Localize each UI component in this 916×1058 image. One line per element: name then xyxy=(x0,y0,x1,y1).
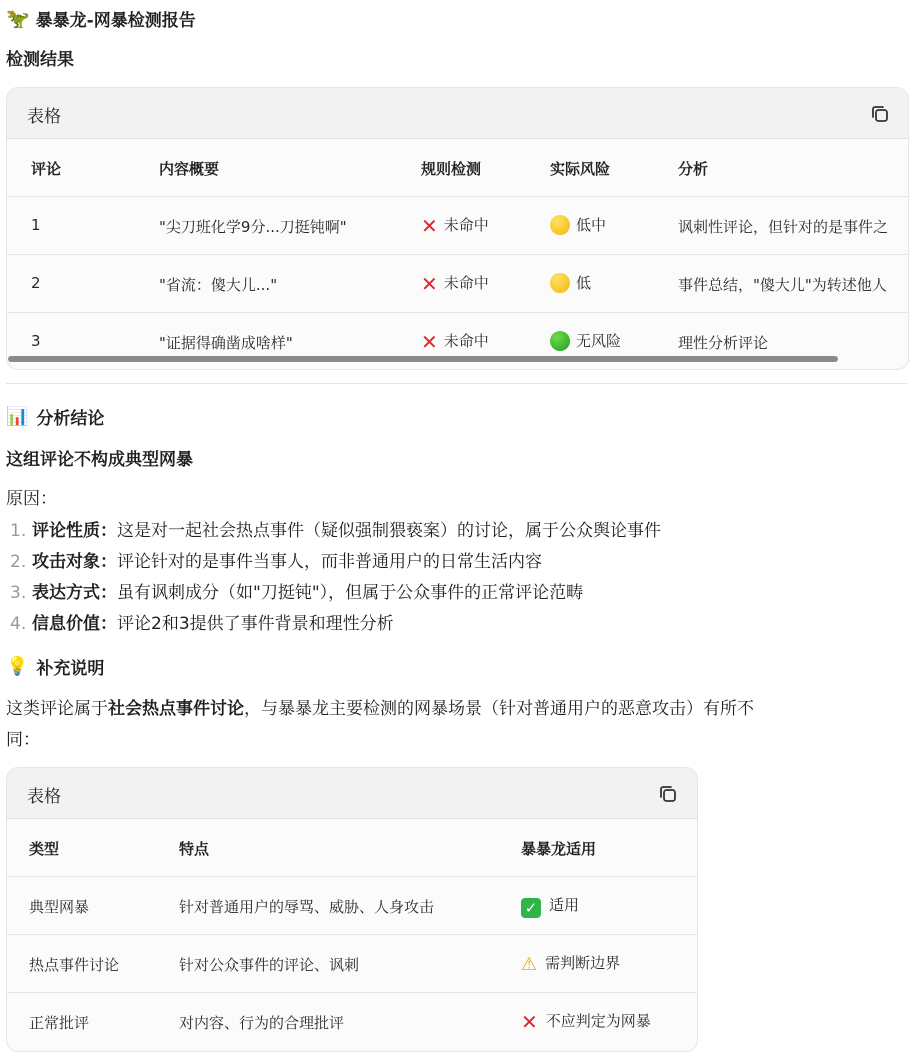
supplement-heading xyxy=(6,654,104,679)
paragraph-text: 这类评论属于 xyxy=(6,699,108,719)
list-text: 虽有讽刺成分（如"刀挺钝"），但属于公众事件的正常评论范畴 xyxy=(117,583,584,603)
copy-icon[interactable] xyxy=(657,783,679,805)
risk-level xyxy=(550,214,606,235)
analysis-text: 理性分析评论 xyxy=(678,334,769,352)
table-label: 表格 xyxy=(27,787,61,807)
table-row xyxy=(7,254,908,313)
applicability-cell xyxy=(521,894,579,918)
report-title xyxy=(6,4,196,32)
list-number: 2. xyxy=(10,552,27,572)
list-number: 3. xyxy=(10,583,27,603)
applicability-text: 不应判定为网暴 xyxy=(545,1012,651,1030)
report-title-text: 暴暴龙-网暴检测报告 xyxy=(35,10,196,31)
results-heading: 检测结果 xyxy=(6,50,74,70)
column-header: 特点 xyxy=(179,840,210,858)
list-text: 评论针对的是事件当事人，而非普通用户的日常生活内容 xyxy=(117,552,542,572)
paragraph-bold-text: 社会热点事件讨论 xyxy=(108,699,244,719)
comment-id: 2 xyxy=(31,274,41,292)
supplement-paragraph xyxy=(6,694,754,719)
type-cell: 典型网暴 xyxy=(29,898,90,916)
table-row xyxy=(7,992,697,1051)
list-item xyxy=(10,516,661,541)
cross-icon: ✕ xyxy=(421,214,438,238)
risk-level-text: 低 xyxy=(576,274,592,292)
analysis-text: 讽刺性评论，但针对的是事件之 xyxy=(678,218,889,236)
list-key: 评论性质： xyxy=(32,521,117,541)
risk-level-text: 无风险 xyxy=(576,332,622,350)
reasons-label: 原因： xyxy=(6,489,57,509)
column-header: 分析 xyxy=(678,160,709,178)
list-key: 攻击对象： xyxy=(32,552,117,572)
comment-id: 1 xyxy=(31,216,41,234)
list-item xyxy=(10,547,542,572)
rule-result xyxy=(421,330,489,352)
list-number: 4. xyxy=(10,614,27,634)
results-table xyxy=(6,87,909,370)
yellow-circle-icon xyxy=(550,215,570,235)
column-header: 实际风险 xyxy=(550,160,611,178)
conclusion-heading-text: 分析结论 xyxy=(36,409,105,429)
rule-result-text: 未命中 xyxy=(443,274,489,292)
column-header: 评论 xyxy=(31,160,62,178)
comment-id: 3 xyxy=(31,332,41,350)
green-circle-icon xyxy=(550,331,570,351)
horizontal-scrollbar[interactable] xyxy=(8,356,838,362)
column-header: 内容概要 xyxy=(159,160,220,178)
table-row xyxy=(7,934,697,993)
verdict: 这组评论不构成典型网暴 xyxy=(6,450,193,470)
rule-result-text: 未命中 xyxy=(443,332,489,350)
paragraph-text: ，与暴暴龙主要检测的网暴场景（针对普通用户的恶意攻击）有所不 xyxy=(244,699,754,719)
list-item xyxy=(10,578,583,603)
list-item xyxy=(10,609,394,634)
table-label: 表格 xyxy=(27,107,61,127)
supplement-heading-text: 补充说明 xyxy=(36,659,105,679)
light-bulb-icon: 💡 xyxy=(6,656,29,677)
applicability-text: 适用 xyxy=(549,896,580,914)
list-key: 表达方式： xyxy=(32,583,117,603)
list-text: 这是对一起社会热点事件（疑似强制猥亵案）的讨论，属于公众舆论事件 xyxy=(117,521,661,541)
conclusion-heading xyxy=(6,404,104,429)
cross-icon: ✕ xyxy=(421,330,438,354)
cross-icon: ✕ xyxy=(521,1010,538,1034)
applicability-text: 需判断边界 xyxy=(545,954,621,972)
list-text: 评论2和3提供了事件背景和理性分析 xyxy=(117,614,394,634)
comment-summary: "证据得确凿成啥样" xyxy=(159,334,293,352)
list-key: 信息价值： xyxy=(32,614,117,634)
feature-cell: 针对公众事件的评论、讽刺 xyxy=(179,956,360,974)
copy-icon[interactable] xyxy=(869,103,891,125)
comparison-table xyxy=(6,767,698,1052)
table-header-row xyxy=(7,139,908,197)
risk-level-text: 低中 xyxy=(576,216,607,234)
table-row xyxy=(7,196,908,255)
risk-level xyxy=(550,272,591,293)
type-cell: 热点事件讨论 xyxy=(29,956,120,974)
cross-icon: ✕ xyxy=(421,272,438,296)
rule-result xyxy=(421,214,489,236)
comment-summary: "尖刀班化学9分...刀挺钝啊" xyxy=(159,218,347,236)
feature-cell: 对内容、行为的合理批评 xyxy=(179,1014,345,1032)
warning-icon: ⚠ xyxy=(521,954,538,975)
applicability-cell xyxy=(521,952,620,975)
column-header: 暴暴龙适用 xyxy=(521,840,597,858)
feature-cell: 针对普通用户的辱骂、威胁、人身攻击 xyxy=(179,898,435,916)
bar-chart-icon: 📊 xyxy=(6,406,29,427)
risk-level xyxy=(550,330,621,351)
applicability-cell xyxy=(521,1010,651,1032)
comment-summary: "省流：傻大儿..." xyxy=(159,276,278,294)
rule-result xyxy=(421,272,489,294)
type-cell: 正常批评 xyxy=(29,1014,90,1032)
supplement-paragraph-line2: 同： xyxy=(6,730,40,750)
results-table-header xyxy=(7,88,908,139)
column-header: 类型 xyxy=(29,840,60,858)
analysis-text: 事件总结，"傻大儿"为转述他人 xyxy=(678,276,887,294)
list-number: 1. xyxy=(10,521,27,541)
divider xyxy=(6,383,907,384)
check-icon: ✓ xyxy=(521,898,541,918)
comparison-table-header xyxy=(7,768,697,819)
table-row xyxy=(7,876,697,935)
rule-result-text: 未命中 xyxy=(443,216,489,234)
dinosaur-icon: 🦖 xyxy=(6,7,30,30)
table-header-row xyxy=(7,819,697,877)
yellow-circle-icon xyxy=(550,273,570,293)
column-header: 规则检测 xyxy=(421,160,482,178)
